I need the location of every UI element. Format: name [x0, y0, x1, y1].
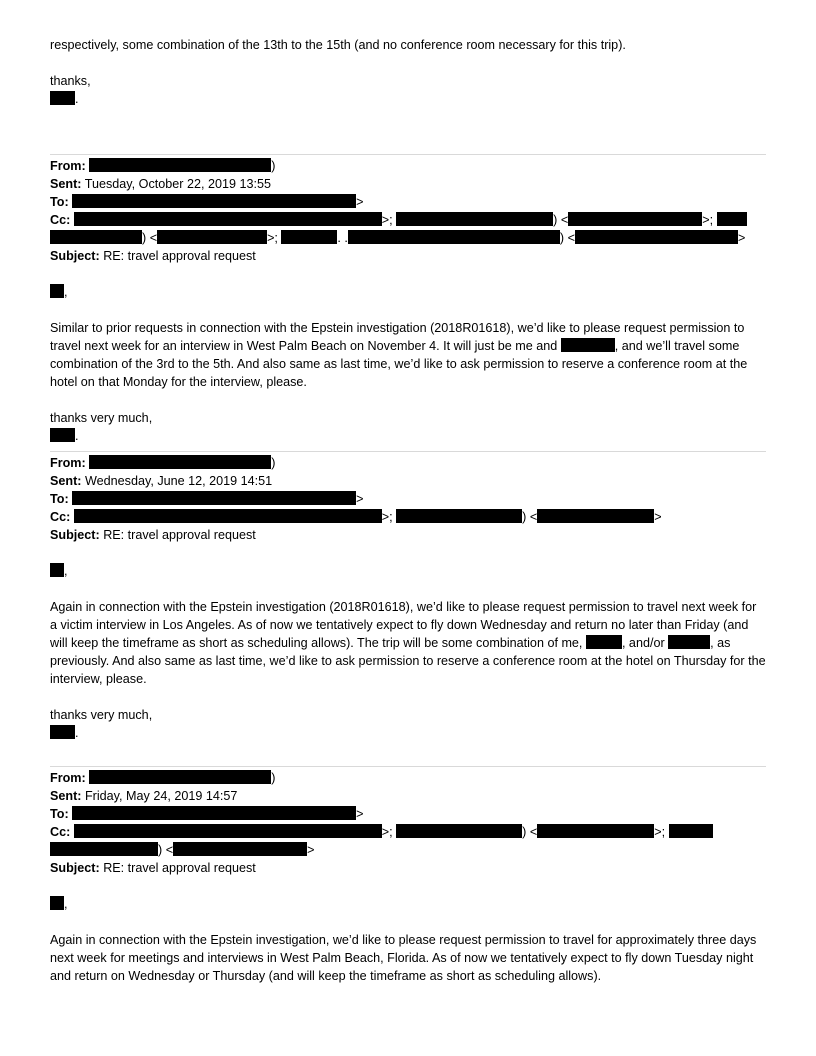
redaction-box [74, 509, 382, 523]
redaction-box [561, 338, 615, 352]
sent-line: Sent: Friday, May 24, 2019 14:57 [50, 789, 238, 803]
redaction-box [50, 284, 64, 298]
email-header [50, 769, 766, 877]
redaction-box [348, 230, 560, 244]
cc-line-continued: ) < > [50, 841, 766, 859]
redaction-box [74, 824, 382, 838]
redaction-box [89, 770, 271, 784]
cc-line: Cc: >; ) < > [50, 510, 662, 524]
redaction-box [568, 212, 702, 226]
to-line: To: > [50, 195, 364, 209]
redaction-box [50, 230, 142, 244]
intro-signature: . [50, 90, 766, 108]
sent-line: Sent: Tuesday, October 22, 2019 13:55 [50, 177, 271, 191]
redaction-box [173, 842, 307, 856]
email-body: Similar to prior requests in connection with the Epstein investigation (2018R01618), we’d like to please request permission to travel next week for an interview in West Palm Beach on November 4. It will just be me and , and we’ll travel some combination of the 3rd to the 5th. And also same as last time, we’d like to ask permission to reserve a conference room at the hotel on that Monday for the interview, please. [50, 321, 748, 389]
redaction-box [396, 212, 553, 226]
email-header [50, 157, 766, 265]
redaction-box [668, 635, 710, 649]
from-line: From: ) [50, 159, 276, 173]
redaction-box [575, 230, 738, 244]
email-signature: . [50, 427, 766, 445]
intro-text: respectively, some combination of the 13th to the 15th (and no conference room necessary for this trip). [50, 38, 626, 52]
cc-line-continued: ) < >; . . ) < > [50, 229, 766, 247]
redaction-box [537, 824, 654, 838]
cc-line: Cc: >; ) < >; [50, 823, 766, 841]
email-separator [50, 766, 766, 767]
salutation: , [50, 562, 766, 580]
redaction-box [50, 842, 158, 856]
email-separator [50, 154, 766, 155]
email-body: Again in connection with the Epstein investigation, we’d like to please request permission to travel for approximately three days next week for meetings and interviews in West Palm Beach, Florida. As of now we tentatively expect to fly down Tuesday night and return on Wednesday or Thursday (and will keep the timeframe as short as scheduling allows). [50, 933, 757, 983]
email-signature: . [50, 724, 766, 742]
redaction-box [396, 824, 522, 838]
salutation: , [50, 895, 766, 913]
redaction-box [669, 824, 713, 838]
redaction-box [89, 455, 271, 469]
redaction-box [72, 806, 356, 820]
redaction-box [50, 896, 64, 910]
document-page [50, 36, 766, 985]
redaction-box [72, 491, 356, 505]
subject-line: Subject: RE: travel approval request [50, 861, 256, 875]
salutation: , [50, 283, 766, 301]
redaction-box [50, 725, 75, 739]
intro-signoff: thanks, [50, 74, 91, 88]
cc-line: Cc: >; ) < >; [50, 211, 766, 229]
to-line: To: > [50, 807, 364, 821]
redaction-box [717, 212, 747, 226]
redaction-box [74, 212, 382, 226]
from-line: From: ) [50, 456, 276, 470]
email-header [50, 454, 766, 544]
email-signoff: thanks very much, [50, 708, 153, 722]
email-separator [50, 451, 766, 452]
redaction-box [89, 158, 271, 172]
email-signoff: thanks very much, [50, 411, 153, 425]
to-line: To: > [50, 492, 364, 506]
redaction-box [50, 428, 75, 442]
email-body: Again in connection with the Epstein investigation (2018R01618), we’d like to please request permission to travel next week for a victim interview in Los Angeles. As of now we tentatively expect to fly down Wednesday and return no later than Friday (and will keep the timeframe as short as scheduling allows). The trip will be some combination of me, , and/or , as previously. And also same as last time, we’d like to ask permission to reserve a conference room at the hotel on Thursday for the interview, please. [50, 600, 766, 686]
subject-line: Subject: RE: travel approval request [50, 528, 256, 542]
redaction-box [586, 635, 622, 649]
redaction-box [50, 563, 64, 577]
redaction-box [396, 509, 522, 523]
redaction-box [537, 509, 654, 523]
from-line: From: ) [50, 771, 276, 785]
subject-line: Subject: RE: travel approval request [50, 249, 256, 263]
redaction-box [281, 230, 337, 244]
sent-line: Sent: Wednesday, June 12, 2019 14:51 [50, 474, 273, 488]
redaction-box [157, 230, 267, 244]
redaction-box [72, 194, 356, 208]
redaction-box [50, 91, 75, 105]
